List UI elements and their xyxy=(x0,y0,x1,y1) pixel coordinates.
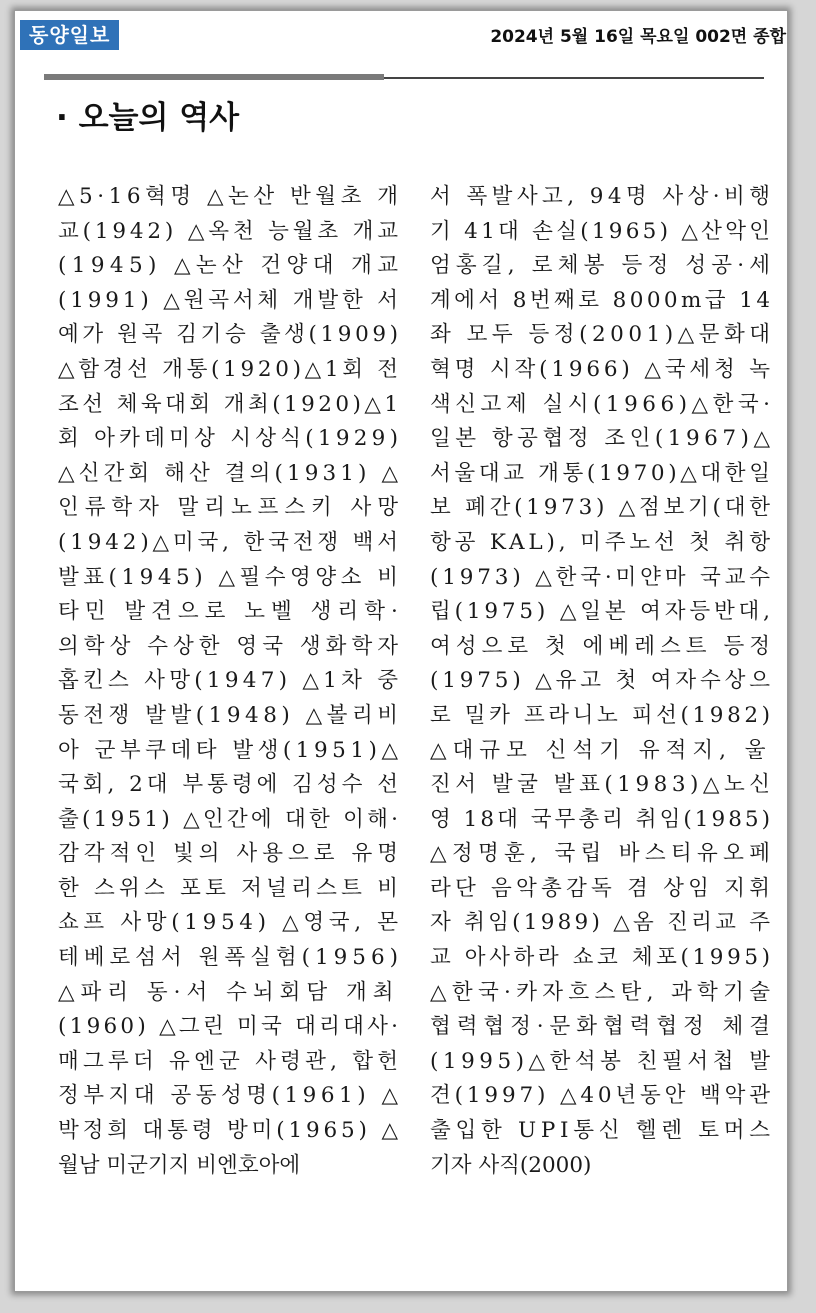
article-line: 감각적인 빛의 사용으로 유명 xyxy=(58,841,404,867)
article-line: (1991) △원곡서체 개발한 서 xyxy=(58,287,402,313)
article-line: △5·16혁명 △논산 반월초 개 xyxy=(58,184,403,209)
article-line: 엄홍길, 로체봉 등정 성공·세 xyxy=(430,253,776,279)
article-line: (1945) △논산 건양대 개교 xyxy=(58,253,404,279)
article-line: (1973) △한국·미얀마 국교수 xyxy=(430,564,774,590)
article-line: 기 41대 손실(1965) △산악인 xyxy=(430,218,774,244)
article-line: 한 스위스 포토 저널리스트 비 xyxy=(58,875,403,901)
article-line: (1995)△한석봉 친필서첩 발 xyxy=(430,1048,775,1074)
article-line: 일본 항공협정 조인(1967)△ xyxy=(430,426,775,452)
article-line: 기자 사직(2000) xyxy=(430,1152,592,1178)
article-line: 혁명 시작(1966) △국세청 녹 xyxy=(430,356,774,382)
article-line: △함경선 개통(1920)△1회 전 xyxy=(58,356,402,382)
header-rule-thin xyxy=(384,77,764,79)
article-line: 서 폭발사고, 94명 사상·비행 xyxy=(430,184,775,209)
article-line: 좌 모두 등정(2001)△문화대 xyxy=(430,322,775,348)
article-line: 서울대교 개통(1970)△대한일 xyxy=(430,460,774,486)
article-line: (1960) △그린 미국 대리대사· xyxy=(58,1014,402,1040)
article-line: 협력협정·문화협력협정 체결 xyxy=(430,1014,776,1040)
publication-logo: 동양일보 xyxy=(20,20,119,50)
article-line: 보 폐간(1973) △점보기(대한 xyxy=(430,495,774,521)
article-line: 로 밀카 프라니노 피선(1982) xyxy=(430,702,774,728)
article-line: 매그루더 유엔군 사령관, 합헌 xyxy=(58,1048,403,1074)
article-line: 인류학자 말리노프스키 사망 xyxy=(58,495,404,521)
article-line: 발표(1945) △필수영양소 비 xyxy=(58,564,403,590)
article-line: 출입한 UPI통신 헬렌 토머스 xyxy=(430,1118,775,1144)
article-line: 라단 음악총감독 겸 상임 지휘 xyxy=(430,875,775,901)
article-line: 박정희 대통령 방미(1965) △ xyxy=(58,1118,402,1144)
article-line: (1975) △유고 첫 여자수상으 xyxy=(430,668,774,694)
article-line: 아 군부쿠데타 발생(1951)△ xyxy=(58,737,403,763)
article-line: 조선 체육대회 개최(1920)△1 xyxy=(58,391,402,417)
article-line: 색신고제 실시(1966)△한국· xyxy=(430,391,775,417)
article-line: 타민 발견으로 노벨 생리학· xyxy=(58,599,404,625)
article-line: 진서 발굴 발표(1983)△노신 xyxy=(430,772,775,798)
article-line: 정부지대 공동성명(1961) △ xyxy=(58,1083,403,1109)
article-column-left xyxy=(58,180,404,1183)
article-line: 월남 미군기지 비엔호아에 xyxy=(58,1152,301,1178)
article-line: 동전쟁 발발(1948) △볼리비 xyxy=(58,702,403,728)
article-line: 계에서 8번째로 8000m급 14 xyxy=(430,287,774,313)
article-line: 항공 KAL), 미주노선 첫 취항 xyxy=(430,529,774,555)
article-column-right xyxy=(430,180,776,1183)
article-line: 영 18대 국무총리 취임(1985) xyxy=(430,806,774,832)
article-line: 교(1942) △옥천 능월초 개교 xyxy=(58,218,402,244)
article-line: 국회, 2대 부통령에 김성수 선 xyxy=(58,772,402,798)
article-line: 예가 원곡 김기승 출생(1909) xyxy=(58,322,402,348)
article-line: △한국·카자흐스탄, 과학기술 xyxy=(430,979,776,1005)
article-line: (1942)△미국, 한국전쟁 백서 xyxy=(58,529,402,555)
article-line: 테베로섬서 원폭실험(1956) xyxy=(58,945,403,971)
article-line: △대규모 신석기 유적지, 울 xyxy=(430,737,772,763)
article-line: 자 취임(1989) △옴 진리교 주 xyxy=(430,910,774,936)
section-title: · 오늘의 역사 xyxy=(56,100,240,136)
article-line: 견(1997) △40년동안 백악관 xyxy=(430,1083,774,1109)
header-rule-thick xyxy=(44,74,384,80)
article-line: 회 아카데미상 시상식(1929) xyxy=(58,426,403,452)
article-line: 홉킨스 사망(1947) △1차 중 xyxy=(58,668,403,694)
issue-dateline: 2024년 5월 16일 목요일 002면 종합 xyxy=(490,27,786,47)
article-line: △신간회 해산 결의(1931) △ xyxy=(58,460,403,486)
article-line: 교 아사하라 쇼코 체포(1995) xyxy=(430,945,774,971)
article-line: △정명훈, 국립 바스티유오페 xyxy=(430,841,776,867)
article-line: 립(1975) △일본 여자등반대, xyxy=(430,599,774,625)
article-line: 의학상 수상한 영국 생화학자 xyxy=(58,633,404,659)
article-line: 쇼프 사망(1954) △영국, 몬 xyxy=(58,910,403,936)
article-line: 여성으로 첫 에베레스트 등정 xyxy=(430,633,776,659)
article-line: 출(1951) △인간에 대한 이해· xyxy=(58,806,402,832)
article-line: △파리 동·서 수뇌회담 개최 xyxy=(58,979,400,1005)
